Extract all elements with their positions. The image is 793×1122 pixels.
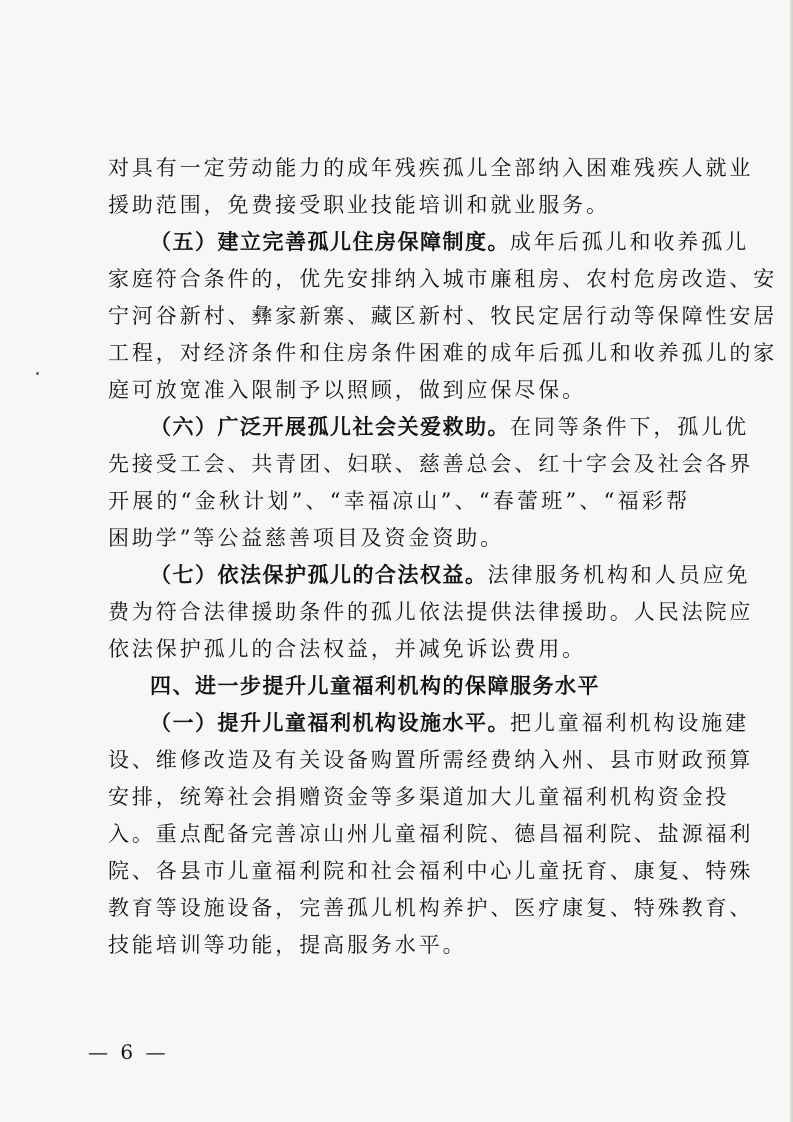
text-run: 把儿童福利机构设施建 bbox=[510, 711, 749, 735]
paragraph-first-line bbox=[108, 409, 749, 446]
text-line: 院、各县市儿童福利院和社会福利中心儿童抚育、康复、特殊 bbox=[108, 859, 754, 883]
text-line: 先接受工会、共青团、妇联、慈善总会、红十字会及社会各界 bbox=[108, 452, 754, 476]
text-line: 家庭符合条件的，优先安排纳入城市廉租房、农村危房改造、安 bbox=[108, 267, 778, 291]
text-line: 工程，对经济条件和住房条件困难的成年后孤儿和收养孤儿的家 bbox=[108, 341, 778, 365]
paragraph-first-line bbox=[108, 705, 749, 742]
text-line: 依法保护孤儿的合法权益，并减免诉讼费用。 bbox=[108, 637, 586, 661]
text-line: 对具有一定劳动能力的成年残疾孤儿全部纳入困难残疾人就业 bbox=[108, 156, 754, 180]
text-line: 开展的“金秋计划”、“幸福凉山”、“春蕾班”、“福彩帮 bbox=[108, 489, 690, 513]
text-run: 法律服务机构和人员应免 bbox=[487, 563, 751, 587]
text-line: 援助范围，免费接受职业技能培训和就业服务。 bbox=[108, 193, 610, 217]
paragraph-first-line bbox=[108, 557, 751, 594]
text-line: 安排，统筹社会捐赠资金等多渠道加大儿童福利机构资金投 bbox=[108, 785, 730, 809]
text-line: 教育等设施设备，完善孤儿机构养护、医疗康复、特殊教育、 bbox=[108, 896, 754, 920]
paragraph-heading: （六）广泛开展孤儿社会关爱救助。 bbox=[150, 415, 510, 439]
paragraph-heading: （五）建立完善孤儿住房保障制度。 bbox=[150, 230, 510, 254]
text-line: 技能培训等功能，提高服务水平。 bbox=[108, 933, 467, 957]
paragraph-first-line bbox=[108, 224, 749, 261]
document-body bbox=[108, 150, 778, 964]
page-number: — 6 — bbox=[88, 1040, 169, 1064]
scan-speck bbox=[36, 372, 39, 375]
text-line: 费为符合法律援助条件的孤儿依法提供法律援助。人民法院应 bbox=[108, 600, 754, 624]
text-run: 成年后孤儿和收养孤儿 bbox=[510, 230, 749, 254]
section-heading: 四、进一步提升儿童福利机构的保障服务水平 bbox=[150, 674, 600, 698]
text-run: 在同等条件下，孤儿优 bbox=[510, 415, 749, 439]
text-line: 困助学”等公益慈善项目及资金资助。 bbox=[108, 526, 505, 550]
text-line: 庭可放宽准入限制予以照顾，做到应保尽保。 bbox=[108, 378, 586, 402]
text-line: 设、维修改造及有关设备购置所需经费纳入州、县市财政预算 bbox=[108, 748, 754, 772]
text-line: 宁河谷新村、彝家新寨、藏区新村、牧民定居行动等保障性安居 bbox=[108, 304, 778, 328]
paragraph-heading: （七）依法保护孤儿的合法权益。 bbox=[150, 563, 488, 587]
paragraph-heading: （一）提升儿童福利机构设施水平。 bbox=[150, 711, 510, 735]
text-line: 入。重点配备完善凉山州儿童福利院、德昌福利院、盐源福利 bbox=[108, 822, 754, 846]
